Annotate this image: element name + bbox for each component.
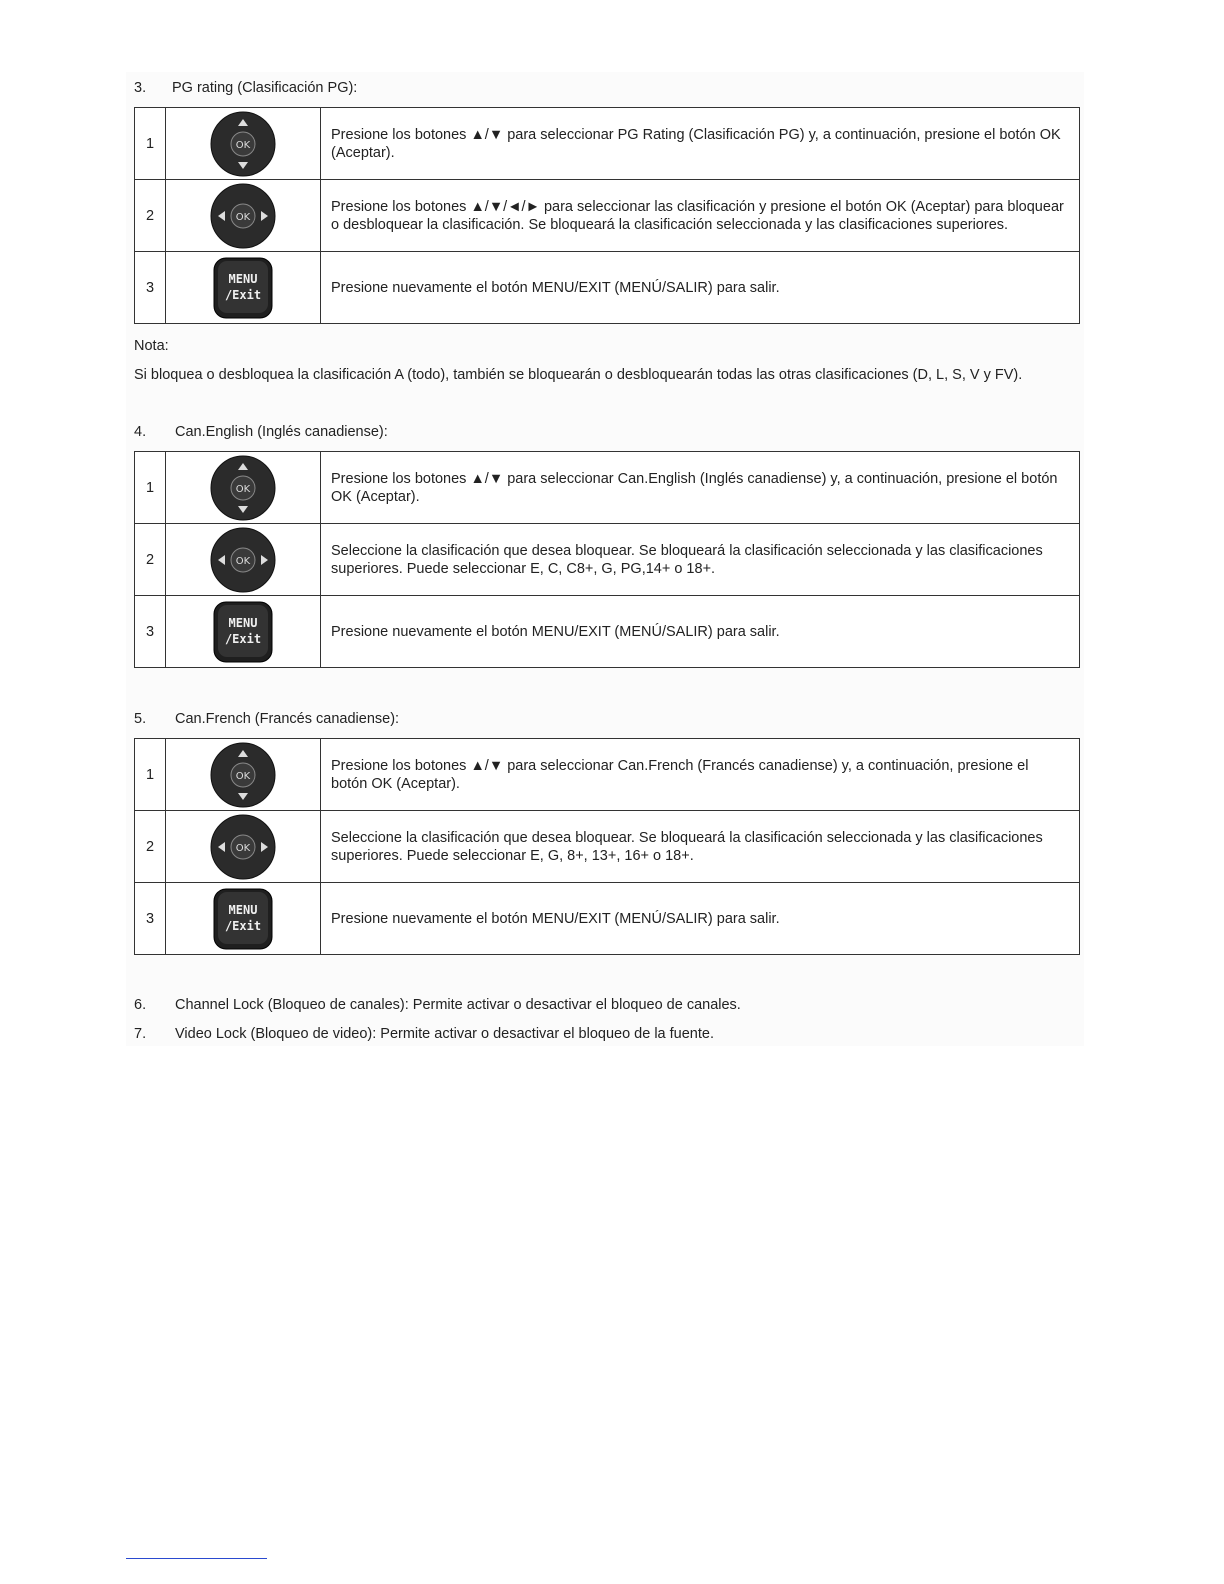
svg-text:/Exit: /Exit [224, 918, 262, 933]
section-4-heading [134, 424, 388, 440]
svg-text:OK: OK [235, 139, 251, 151]
section-number: 4. [134, 424, 147, 440]
section-title: Can.French (Francés canadiense): [175, 711, 400, 727]
step-text: Seleccione la clasificación que desea bloquear. Se bloqueará la clasificación seleccionada y las clasificaciones superiores. Puede seleccionar E, C, C8+, G, PG,14+ o 18+. [321, 524, 1080, 596]
svg-text:MENU: MENU [228, 902, 258, 917]
section-3-steps-table [134, 107, 1080, 324]
footer-divider [126, 1558, 267, 1559]
svg-text:MENU: MENU [228, 271, 258, 286]
step-number: 3 [135, 596, 166, 668]
table-row [135, 524, 1080, 596]
svg-text:/Exit: /Exit [224, 631, 262, 646]
menu-exit-button-icon [166, 252, 321, 324]
dpad-left-right-icon [166, 811, 321, 883]
svg-text:OK: OK [235, 211, 251, 223]
item-text: Channel Lock (Bloqueo de canales): Permite activar o desactivar el bloqueo de canales. [175, 997, 741, 1013]
section-title: Can.English (Inglés canadiense): [175, 424, 388, 440]
list-item [134, 997, 741, 1013]
note-text: Si bloquea o desbloquea la clasificación A (todo), también se bloquearán o desbloquearán todas las otras clasificaciones (D, L, S, V y FV). [134, 367, 1023, 383]
table-row [135, 811, 1080, 883]
table-row [135, 596, 1080, 668]
step-text: Presione los botones ▲/▼ para seleccionar Can.English (Inglés canadiense) y, a continuación, presione el botón OK (Aceptar). [321, 452, 1080, 524]
step-number: 3 [135, 252, 166, 324]
table-row [135, 180, 1080, 252]
step-text: Presione los botones ▲/▼/◄/► para seleccionar las clasificación y presione el botón OK (Aceptar) para bloquear o desbloquear la clasificación. Se bloqueará la clasificación seleccionada y las clasificaciones superiores. [321, 180, 1080, 252]
section-3-heading [134, 80, 357, 96]
note-label: Nota: [134, 338, 169, 354]
step-number: 2 [135, 180, 166, 252]
svg-text:OK: OK [235, 770, 251, 782]
section-title: PG rating (Clasificación PG): [172, 80, 358, 96]
step-number: 2 [135, 811, 166, 883]
item-number: 6. [134, 997, 147, 1013]
section-4-steps-table [134, 451, 1080, 668]
table-row [135, 452, 1080, 524]
svg-text:/Exit: /Exit [224, 287, 262, 302]
table-row [135, 108, 1080, 180]
step-number: 3 [135, 883, 166, 955]
item-number: 7. [134, 1026, 147, 1042]
svg-text:OK: OK [235, 483, 251, 495]
dpad-up-down-icon [166, 452, 321, 524]
step-text: Seleccione la clasificación que desea bloquear. Se bloqueará la clasificación seleccionada y las clasificaciones superiores. Puede seleccionar E, G, 8+, 13+, 16+ o 18+. [321, 811, 1080, 883]
step-text: Presione nuevamente el botón MENU/EXIT (MENÚ/SALIR) para salir. [321, 883, 1080, 955]
step-number: 1 [135, 739, 166, 811]
section-5-heading [134, 711, 399, 727]
svg-text:OK: OK [235, 842, 251, 854]
step-text: Presione nuevamente el botón MENU/EXIT (MENÚ/SALIR) para salir. [321, 596, 1080, 668]
dpad-left-right-icon [166, 524, 321, 596]
dpad-left-right-icon [166, 180, 321, 252]
list-item [134, 1026, 714, 1042]
section-number: 5. [134, 711, 147, 727]
step-text: Presione los botones ▲/▼ para seleccionar Can.French (Francés canadiense) y, a continuación, presione el botón OK (Aceptar). [321, 739, 1080, 811]
svg-text:MENU: MENU [228, 615, 258, 630]
step-text: Presione nuevamente el botón MENU/EXIT (MENÚ/SALIR) para salir. [321, 252, 1080, 324]
section-number: 3. [134, 80, 147, 96]
table-row [135, 883, 1080, 955]
dpad-up-down-icon [166, 739, 321, 811]
step-number: 1 [135, 452, 166, 524]
menu-exit-button-icon [166, 883, 321, 955]
step-number: 2 [135, 524, 166, 596]
item-text: Video Lock (Bloqueo de video): Permite activar o desactivar el bloqueo de la fuente. [175, 1026, 714, 1042]
svg-text:OK: OK [235, 555, 251, 567]
table-row [135, 252, 1080, 324]
step-text: Presione los botones ▲/▼ para seleccionar PG Rating (Clasificación PG) y, a continuación, presione el botón OK (Aceptar). [321, 108, 1080, 180]
dpad-up-down-icon [166, 108, 321, 180]
table-row [135, 739, 1080, 811]
section-5-steps-table [134, 738, 1080, 955]
menu-exit-button-icon [166, 596, 321, 668]
step-number: 1 [135, 108, 166, 180]
